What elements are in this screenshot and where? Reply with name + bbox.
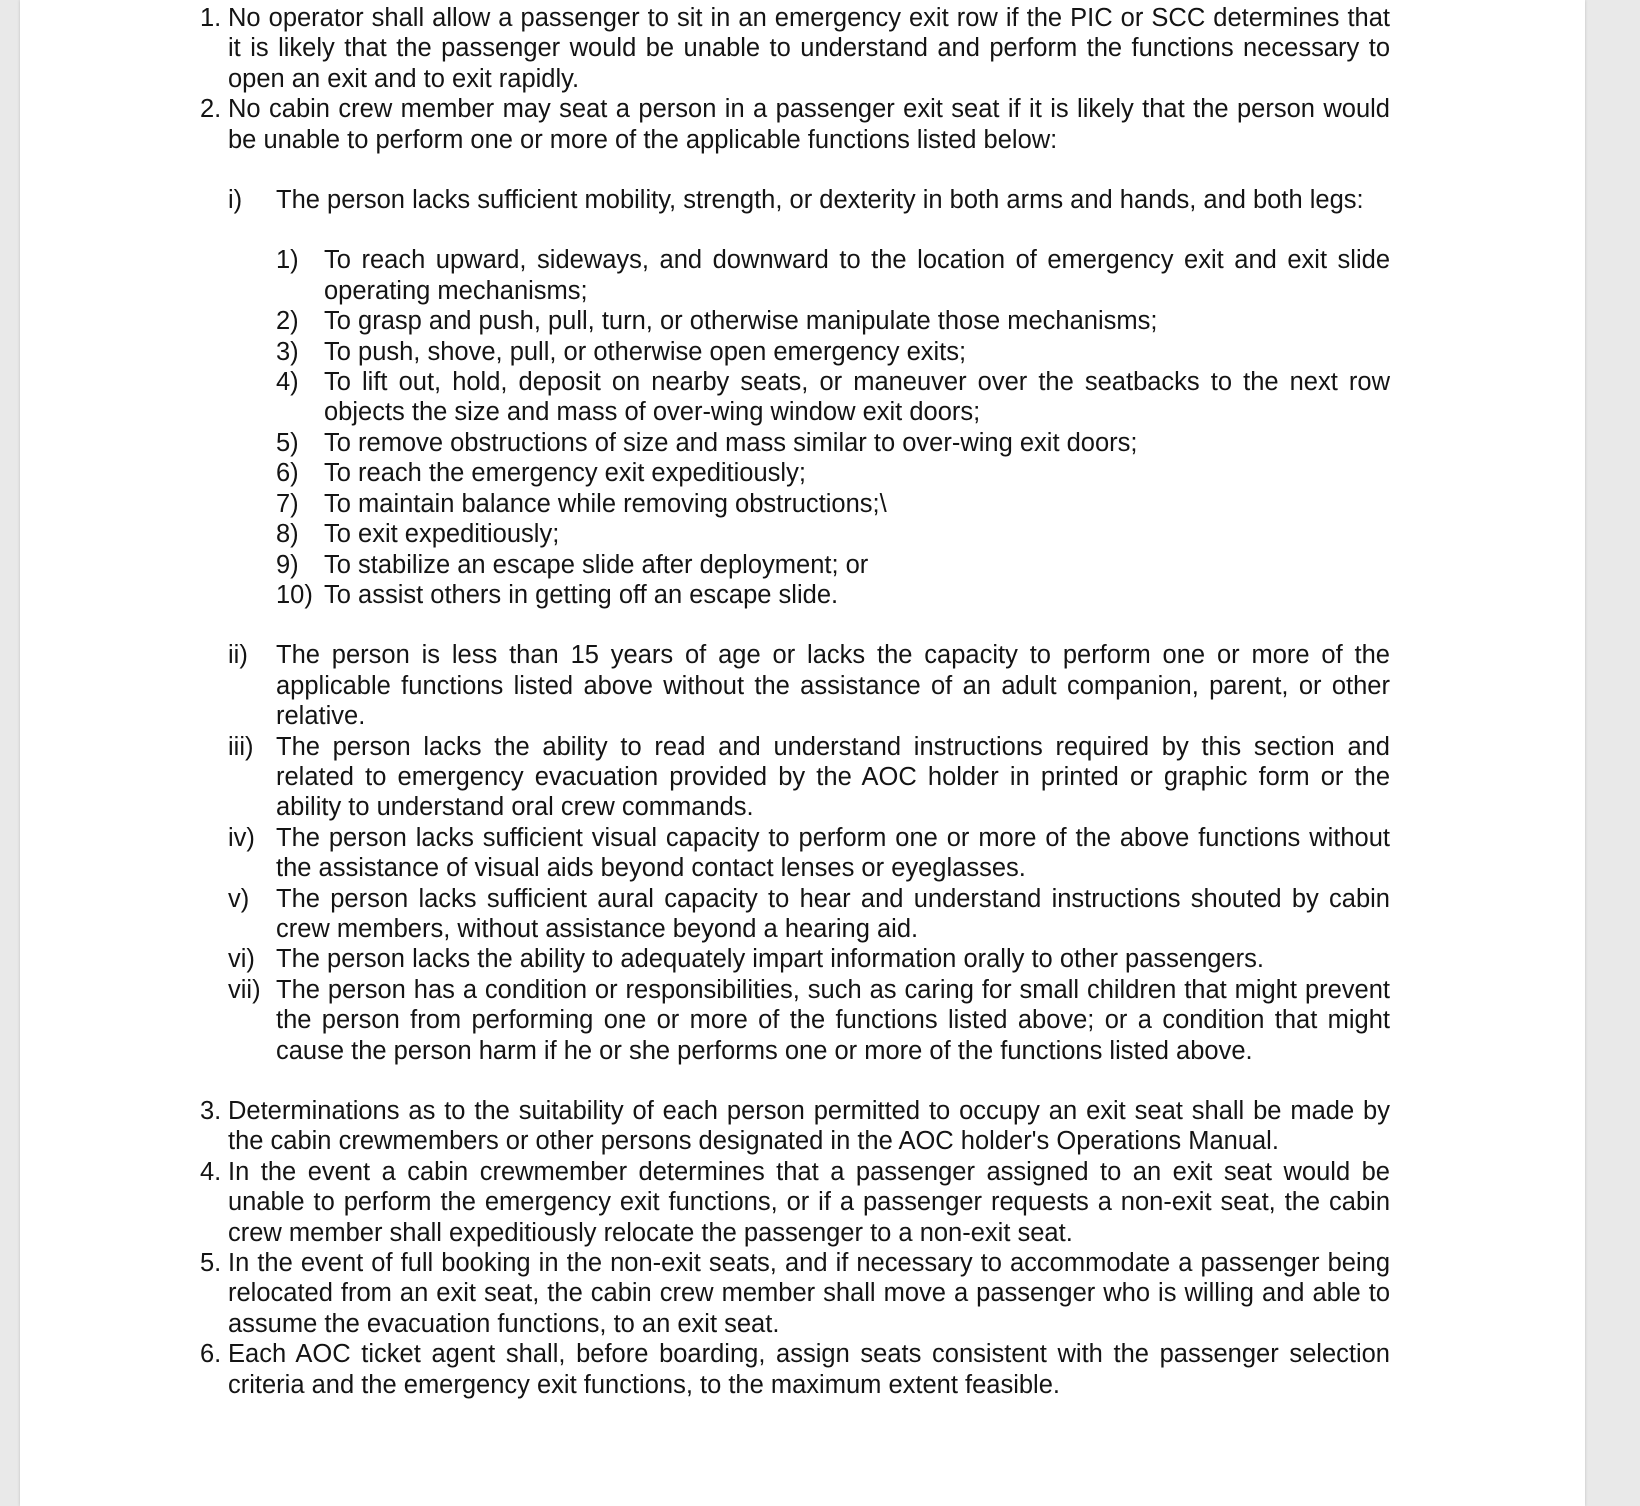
roman-item-vii — [228, 975, 1390, 1066]
list-text: To assist others in getting off an escape slide. — [324, 580, 839, 609]
list-item-3 — [200, 1096, 1390, 1157]
list-text: No cabin crew member may seat a person in a passenger exit seat if it is likely that the person would be unable to perform one or more of the applicable functions listed below: — [228, 95, 1390, 154]
list-number: ii) — [228, 641, 248, 670]
list-text: The person has a condition or responsibilities, such as caring for small children that might prevent the person from performing one or more of the functions listed above; or a condition that might cause the person harm if he or she performs one or more of the functions listed above. — [276, 975, 1390, 1065]
sub-item-4 — [276, 367, 1390, 428]
list-text: To lift out, hold, deposit on nearby seats, or maneuver over the seatbacks to the next row objects the size and mass of over-wing window exit doors; — [324, 368, 1390, 427]
list-number: 7) — [276, 489, 299, 518]
list-text: To grasp and push, pull, turn, or otherwise manipulate those mechanisms; — [324, 307, 1158, 336]
sub-item-10 — [276, 580, 1390, 610]
list-number: 2. — [200, 95, 222, 124]
list-number: 2) — [276, 307, 299, 336]
list-item-5 — [200, 1248, 1390, 1339]
roman-list — [20, 185, 1585, 1066]
list-text: Each AOC ticket agent shall, before boarding, assign seats consistent with the passenger selection criteria and the emergency exit functions, to the maximum extent feasible. — [228, 1340, 1390, 1399]
list-number: vi) — [228, 945, 255, 974]
list-number: 3. — [200, 1097, 222, 1125]
list-number: 4. — [200, 1157, 222, 1186]
list-item-6 — [200, 1339, 1390, 1400]
list-text: Determinations as to the suitability of each person permitted to occupy an exit seat shall be made by the cabin crewmembers or other persons designated in the AOC holder's Operations Manual. — [228, 1097, 1390, 1156]
list-text: To push, shove, pull, or otherwise open emergency exits; — [324, 337, 967, 366]
list-item-1 — [200, 0, 1390, 94]
list-text: The person lacks sufficient aural capacity to hear and understand instructions shouted by cabin crew members, without assistance beyond a hearing aid. — [276, 884, 1390, 943]
sub-item-8 — [276, 519, 1390, 549]
list-number: i) — [228, 186, 243, 215]
roman-item-vi — [228, 944, 1390, 974]
list-number: 3) — [276, 337, 299, 366]
sub-item-3 — [276, 337, 1390, 367]
list-text: To reach the emergency exit expeditiously; — [324, 459, 806, 488]
list-number: iv) — [228, 823, 255, 852]
list-text: The person lacks sufficient mobility, strength, or dexterity in both arms and hands, and both legs: — [276, 186, 1364, 215]
list-number: iii) — [228, 732, 254, 761]
list-number: 4) — [276, 368, 299, 397]
sub-item-7 — [276, 489, 1390, 519]
list-text: To remove obstructions of size and mass similar to over-wing exit doors; — [324, 428, 1138, 457]
list-number: 10) — [276, 580, 313, 609]
list-number: 5) — [276, 428, 299, 457]
list-text: The person lacks the ability to read and understand instructions required by this section and related to emergency evacuation provided by the AOC holder in printed or graphic form or the ability to understand oral crew commands. — [276, 732, 1390, 822]
roman-item-iv — [228, 823, 1390, 884]
list-number: 9) — [276, 550, 299, 579]
list-text: The person lacks the ability to adequately impart information orally to other passengers. — [276, 945, 1264, 974]
list-text: To maintain balance while removing obstructions;\ — [324, 489, 887, 518]
list-text: In the event a cabin crewmember determines that a passenger assigned to an exit seat would be unable to perform the emergency exit functions, or if a passenger requests a non-exit seat, the cabin crew member shall expeditiously relocate the passenger to a non-exit seat. — [228, 1157, 1390, 1247]
list-text: In the event of full booking in the non-exit seats, and if necessary to accommodate a passenger being relocated from an exit seat, the cabin crew member shall move a passenger who is willing and able to assume the evacuation functions, to an exit seat. — [228, 1249, 1390, 1338]
roman-item-iii — [228, 732, 1390, 823]
document-content — [20, 0, 1585, 1400]
roman-item-v — [228, 884, 1390, 945]
list-text: To reach upward, sideways, and downward to the location of emergency exit and exit slide operating mechanisms; — [324, 246, 1390, 305]
list-number: 5. — [200, 1249, 222, 1278]
sub-item-2 — [276, 306, 1390, 336]
sub-item-9 — [276, 550, 1390, 580]
sub-item-1 — [276, 245, 1390, 306]
list-text: The person lacks sufficient visual capacity to perform one or more of the above functions without the assistance of visual aids beyond contact lenses or eyeglasses. — [276, 823, 1390, 883]
list-number: 6) — [276, 459, 299, 488]
list-number: 1. — [200, 4, 222, 32]
list-text: To exit expeditiously; — [324, 520, 560, 549]
list-item-2 — [200, 94, 1390, 155]
list-item-4 — [200, 1157, 1390, 1248]
sub-item-6 — [276, 458, 1390, 488]
list-number: v) — [228, 884, 250, 913]
document-page — [20, 0, 1585, 1506]
roman-item-i — [228, 185, 1390, 215]
list-number: 6. — [200, 1340, 222, 1369]
list-number: vii) — [228, 975, 261, 1004]
list-text: The person is less than 15 years of age or lacks the capacity to perform one or more of the applicable functions listed above without the assistance of an adult companion, parent, or other relative. — [276, 641, 1390, 731]
list-text: No operator shall allow a passenger to sit in an emergency exit row if the PIC or SCC determines that it is likely that the passenger would be unable to understand and perform the functions necessary to open an exit and to exit rapidly. — [228, 4, 1390, 93]
sub-list — [20, 245, 1585, 610]
sub-item-5 — [276, 428, 1390, 458]
list-number: 8) — [276, 520, 299, 549]
list-number: 1) — [276, 246, 299, 275]
list-text: To stabilize an escape slide after deployment; or — [324, 550, 869, 579]
roman-item-ii — [228, 640, 1390, 731]
